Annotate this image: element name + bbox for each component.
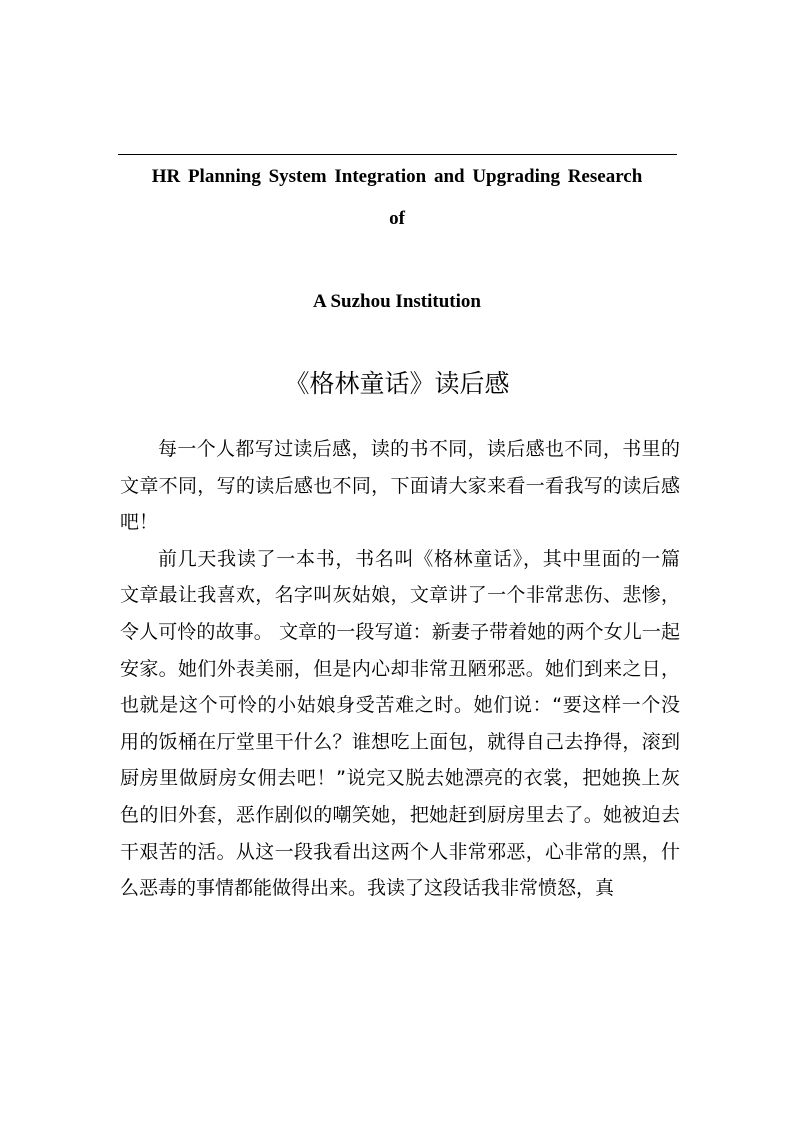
english-title-line-3: A Suzhou Institution (313, 291, 481, 312)
english-title-line-2: of (389, 208, 405, 229)
paragraph-2: 前几天我读了一本书，书名叫《格林童话》，其中里面的一篇文章最让我喜欢，名字叫灰姑娘，文章讲了一个非常悲伤、悲惨，令人可怜的故事。 文章的一段写道：新妻子带着她的两个女儿一起安家。她们外表美丽，但是内心却非常丑陋邪恶。她们到来之日，也就是这个可怜的小姑娘身受苦难之时。她们说：“要这样一个没用的饭桶在厅堂里干什么？谁想吃上面包，就得自己去挣得，滚到厨房里做厨房女佣去吧！”说完又脱去她漂亮的衣裳，把她换上灰色的旧外套，恶作剧似的嘲笑她，把她赶到厨房里去了。她被迫去干艰苦的活。从这一段我看出这两个人非常邪恶，心非常的黑，什么恶毒的事情都能做得出来。我读了这段话我非常愤怒，真 (120, 547, 680, 900)
english-title-line-1: HR Planning System Integration and Upgrading Research (151, 166, 643, 187)
article-body (120, 431, 680, 907)
header-rule (118, 154, 677, 155)
article-title: 《格林童话》读后感 (284, 369, 510, 398)
paragraph-1: 每一个人都写过读后感，读的书不同，读后感也不同，书里的文章不同，写的读后感也不同，下面请大家来看一看我写的读后感吧！ (120, 438, 680, 534)
